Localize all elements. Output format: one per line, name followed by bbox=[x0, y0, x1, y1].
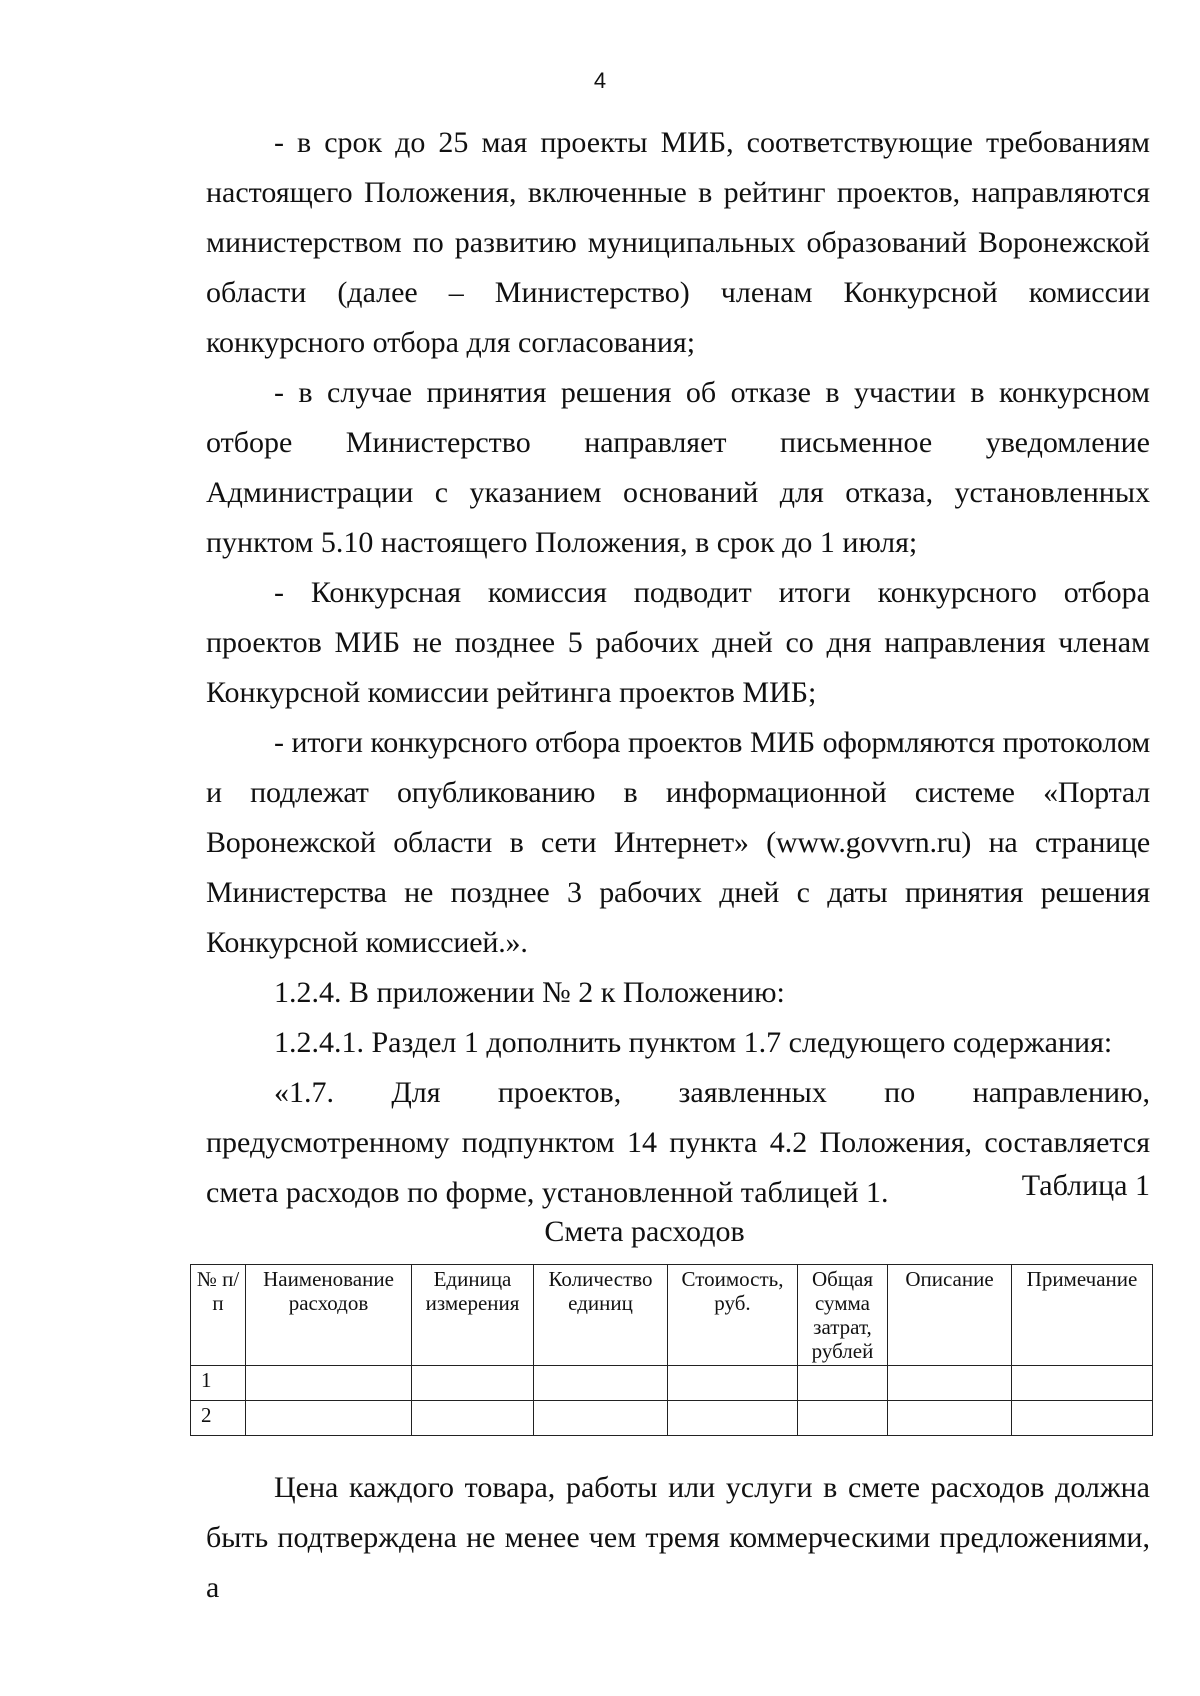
table-cell bbox=[888, 1366, 1012, 1401]
table-cell bbox=[534, 1401, 668, 1436]
paragraph-2: - в случае принятия решения об отказе в участии в конкурсном отборе Министерство направляет письменное уведомление Администрации с указанием оснований для отказа, установленных пунктом 5.10 настоящего Положения, в срок до 1 июля; bbox=[206, 376, 1150, 559]
column-header: Описание bbox=[888, 1265, 1012, 1366]
table-cell bbox=[888, 1401, 1012, 1436]
paragraph-6: 1.2.4.1. Раздел 1 дополнить пунктом 1.7 следующего содержания: bbox=[274, 1026, 1113, 1059]
paragraph-7: «1.7. Для проектов, заявленных по направлению, предусмотренному подпунктом 14 пункта 4.2 Положения, составляется смета расходов по форме, установленной таблицей 1. bbox=[206, 1076, 1150, 1209]
page-number: 4 bbox=[593, 68, 607, 93]
cost-estimate-table bbox=[190, 1264, 1153, 1436]
table-cell bbox=[1012, 1401, 1153, 1436]
paragraph-5: 1.2.4. В приложении № 2 к Положению: bbox=[274, 976, 785, 1009]
column-header: Единица измерения bbox=[412, 1265, 534, 1366]
column-header: Количество единиц bbox=[534, 1265, 668, 1366]
table-cell: 2 bbox=[191, 1401, 246, 1436]
paragraph-4: - итоги конкурсного отбора проектов МИБ оформляются протоколом и подлежат опубликованию в информационной системе «Портал Воронежской области в сети Интернет» (www.govvrn.ru) на странице Министерства не позднее 3 рабочих дней с даты принятия решения Конкурсной комиссией.». bbox=[206, 726, 1150, 959]
table-row bbox=[191, 1366, 1153, 1401]
paragraph-3: - Конкурсная комиссия подводит итоги конкурсного отбора проектов МИБ не позднее 5 рабочих дней со дня направления членам Конкурсной комиссии рейтинга проектов МИБ; bbox=[206, 576, 1150, 709]
table-cell bbox=[246, 1401, 412, 1436]
table-cell bbox=[798, 1366, 888, 1401]
table-cell bbox=[668, 1401, 798, 1436]
closing-text bbox=[206, 1463, 1150, 1613]
column-header: Примечание bbox=[1012, 1265, 1153, 1366]
table-cell bbox=[412, 1401, 534, 1436]
paragraph-1: - в срок до 25 мая проекты МИБ, соответствующие требованиям настоящего Положения, включенные в рейтинг проектов, направляются министерством по развитию муниципальных образований Воронежской области (далее – Министерство) членам Конкурсной комиссии конкурсного отбора для согласования; bbox=[206, 126, 1150, 359]
closing-paragraph: Цена каждого товара, работы или услуги в смете расходов должна быть подтверждена не менее чем тремя коммерческими предложениями, а bbox=[206, 1471, 1150, 1604]
column-header: Стоимость, руб. bbox=[668, 1265, 798, 1366]
table-header-row bbox=[191, 1265, 1153, 1366]
table-cell bbox=[412, 1366, 534, 1401]
main-text bbox=[206, 118, 1150, 1218]
table-cell bbox=[534, 1366, 668, 1401]
table-cell bbox=[668, 1366, 798, 1401]
table-cell bbox=[246, 1366, 412, 1401]
table-row bbox=[191, 1401, 1153, 1436]
column-header: № п/п bbox=[191, 1265, 246, 1366]
table-cell bbox=[1012, 1366, 1153, 1401]
column-header: Наименование расходов bbox=[246, 1265, 412, 1366]
table-cell: 1 bbox=[191, 1366, 246, 1401]
column-header: Общая сумма затрат, рублей bbox=[798, 1265, 888, 1366]
table-title: Смета расходов bbox=[544, 1215, 745, 1248]
table-caption: Таблица 1 bbox=[1021, 1169, 1150, 1202]
table-cell bbox=[798, 1401, 888, 1436]
